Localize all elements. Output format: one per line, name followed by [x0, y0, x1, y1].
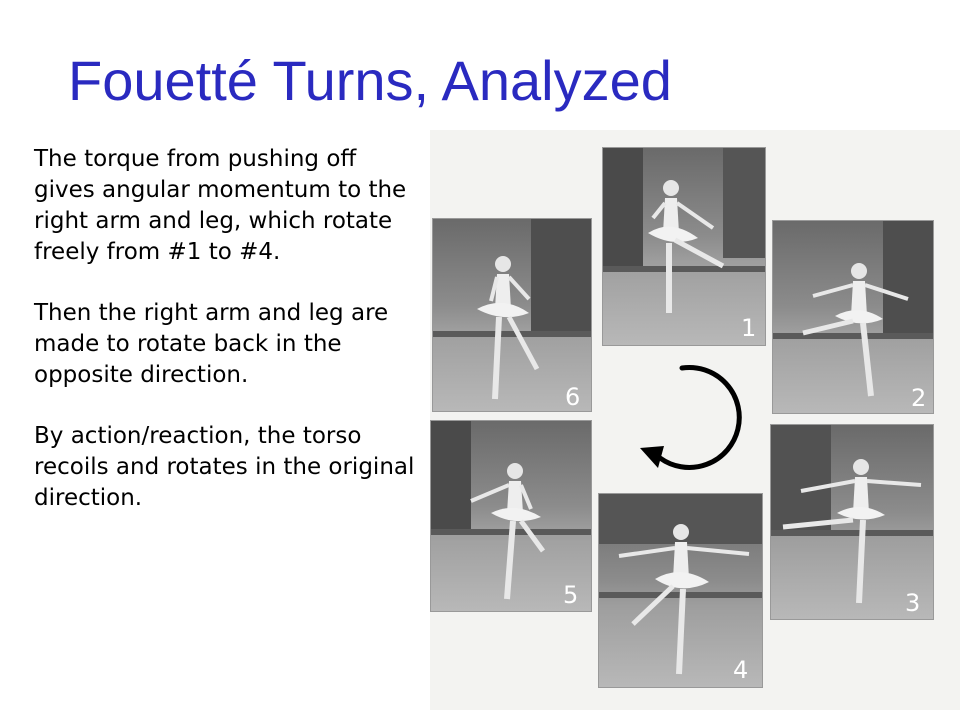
ballet-photo-4 — [598, 493, 763, 688]
paragraph-push-off: The torque from pushing off gives angular momentum to the right arm and leg, which rotate freely from #1 to #4. — [34, 146, 407, 265]
ballet-photo-5 — [430, 420, 592, 612]
explanation-text — [34, 144, 424, 544]
photo-number-2: 2 — [911, 384, 927, 412]
photo-number-3: 3 — [905, 589, 921, 617]
paragraph-action-reaction: By action/reaction, the torso recoils and rotates in the original direction. — [34, 423, 415, 511]
photo-number-1: 1 — [741, 314, 757, 342]
ballet-photo-3 — [770, 424, 934, 620]
photo-number-5: 5 — [563, 581, 579, 609]
slide-title: Fouetté Turns, Analyzed — [68, 49, 672, 112]
ballet-photo-1 — [602, 147, 766, 346]
clockwise-arrow-icon — [630, 360, 750, 480]
paragraph-reverse-rotation: Then the right arm and leg are made to rotate back in the opposite direction. — [34, 300, 389, 388]
photo-number-6: 6 — [565, 383, 581, 411]
ballet-photo-2 — [772, 220, 934, 414]
photo-number-4: 4 — [733, 656, 749, 684]
ballet-photo-6 — [432, 218, 592, 412]
dancer-figure-2 — [773, 221, 933, 413]
